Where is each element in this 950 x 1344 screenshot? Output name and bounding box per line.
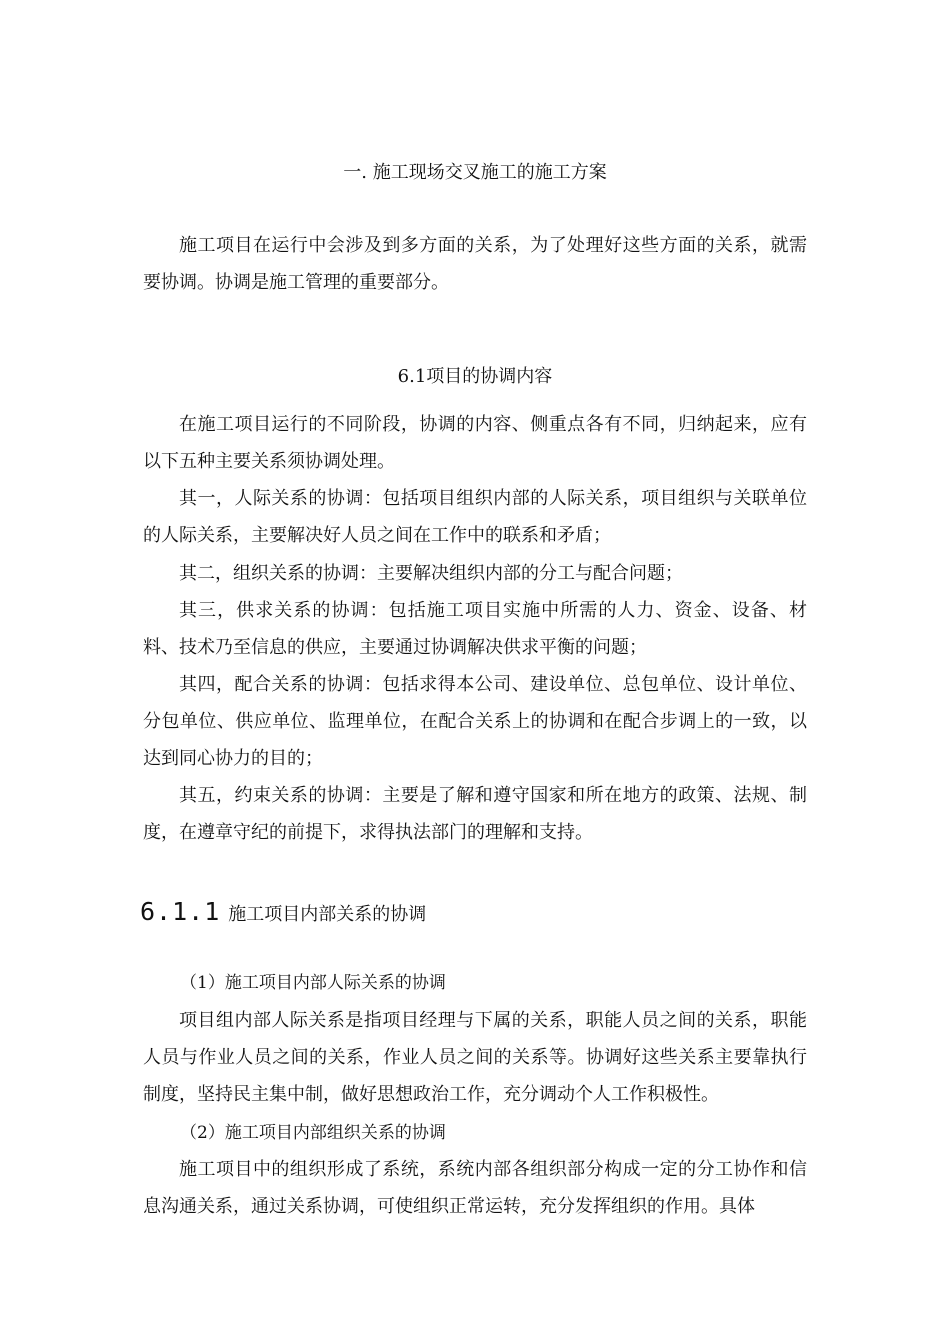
section-6-1-paragraph-1: 在施工项目运行的不同阶段，协调的内容、侧重点各有不同，归纳起来，应有以下五种主要关系须协调处理。 xyxy=(143,414,807,472)
subsection-1-text: 项目组内部人际关系是指项目经理与下属的关系，职能人员之间的关系，职能人员与作业人员之间的关系，作业人员之间的关系等。协调好这些关系主要靠执行制度，坚持民主集中制，做好思想政治工作，充分调动个人工作积极性。 xyxy=(143,1010,807,1105)
section-6-1-1-heading xyxy=(140,897,426,926)
subsection-1-title: （1）施工项目内部人际关系的协调 xyxy=(180,973,446,993)
section-6-1-paragraph-3: 其二，组织关系的协调：主要解决组织内部的分工与配合问题； xyxy=(179,563,683,584)
section-6-1-paragraph-2: 其一，人际关系的协调：包括项目组织内部的人际关系，项目组织与关联单位的人际关系，主要解决好人员之间在工作中的联系和矛盾； xyxy=(143,488,807,546)
section-6-1-paragraph-4: 其三，供求关系的协调：包括施工项目实施中所需的人力、资金、设备、材料、技术乃至信息的供应，主要通过协调解决供求平衡的问题； xyxy=(143,600,807,658)
section-6-1-title: 6.1项目的协调内容 xyxy=(397,366,553,387)
section-number: 6.1.1 xyxy=(140,897,221,926)
section-title: 施工项目内部关系的协调 xyxy=(228,904,427,925)
intro-paragraph: 施工项目在运行中会涉及到多方面的关系，为了处理好这些方面的关系，就需要协调。协调是施工管理的重要部分。 xyxy=(143,235,807,293)
subsection-2-text: 施工项目中的组织形成了系统，系统内部各组织部分构成一定的分工协作和信息沟通关系，通过关系协调，可使组织正常运转，充分发挥组织的作用。具体 xyxy=(143,1159,807,1217)
subsection-2-title: （2）施工项目内部组织关系的协调 xyxy=(180,1123,446,1143)
section-6-1-paragraph-5: 其四，配合关系的协调：包括求得本公司、建设单位、总包单位、设计单位、分包单位、供应单位、监理单位，在配合关系上的协调和在配合步调上的一致，以达到同心协力的目的； xyxy=(143,674,807,769)
section-6-1-paragraph-6: 其五，约束关系的协调：主要是了解和遵守国家和所在地方的政策、法规、制度，在遵章守纪的前提下，求得执法部门的理解和支持。 xyxy=(143,785,807,843)
heading-1: 一. 施工现场交叉施工的施工方案 xyxy=(343,162,607,183)
